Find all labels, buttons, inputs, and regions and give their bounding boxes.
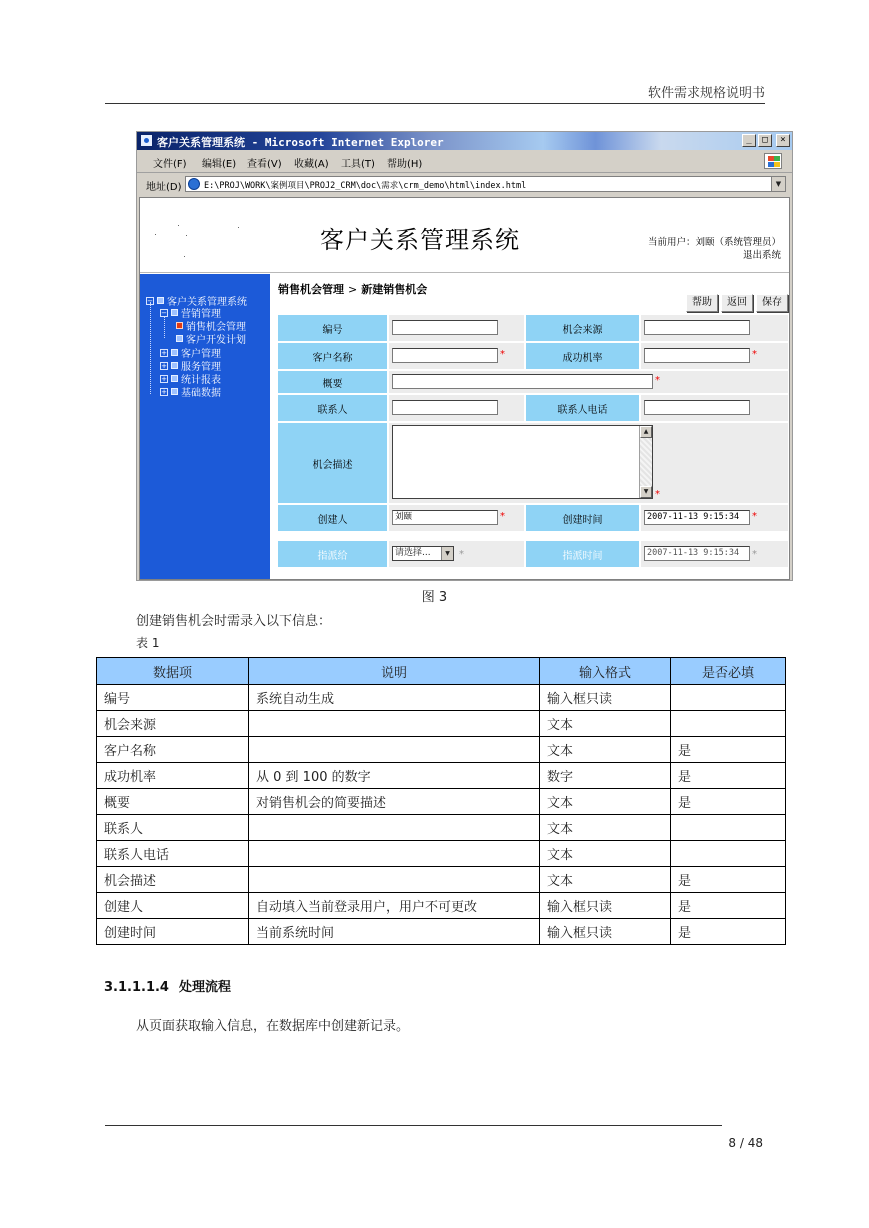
address-url: E:\PROJ\WORK\案例项目\PROJ2_CRM\doc\需求\crm_demo\html\index.html xyxy=(204,181,527,191)
expand-icon[interactable]: + xyxy=(161,361,167,370)
form-row xyxy=(278,343,788,369)
menu-bar xyxy=(137,151,792,173)
table-cell xyxy=(671,685,786,711)
assign-time-input[interactable]: 2007-11-13 9:15:34 xyxy=(644,546,750,561)
field-label: 创建时间 xyxy=(526,505,639,531)
back-button[interactable]: 返回 xyxy=(721,294,753,312)
tree-root-label: 客户关系管理系统 xyxy=(167,297,247,308)
speck-dot xyxy=(155,234,156,235)
field-cell xyxy=(641,505,788,531)
main-content xyxy=(273,274,790,580)
expand-icon[interactable]: + xyxy=(161,374,167,383)
expand-icon[interactable]: + xyxy=(161,348,167,357)
tree-item-dev-plan[interactable] xyxy=(176,331,246,346)
table-header-row xyxy=(97,658,786,685)
breadcrumb-section[interactable]: 销售机会管理 xyxy=(278,283,344,296)
form-row xyxy=(278,541,788,567)
collapse-icon[interactable]: − xyxy=(147,296,153,305)
scrollbar[interactable] xyxy=(639,426,652,498)
assignee-select[interactable] xyxy=(392,546,454,561)
field-cell xyxy=(389,505,524,531)
form-row xyxy=(278,505,788,531)
field-cell xyxy=(389,315,524,341)
table-row xyxy=(97,815,786,841)
assignee-select-value: 请选择... xyxy=(395,548,431,558)
collapse-icon[interactable]: − xyxy=(161,308,167,317)
site-header xyxy=(140,198,790,273)
form-row xyxy=(278,371,788,393)
field-cell xyxy=(389,541,524,567)
sidebar-tree xyxy=(140,274,270,580)
intro-text: 创建销售机会时需录入以下信息： xyxy=(136,614,332,629)
required-mark: * xyxy=(752,349,757,360)
table-cell: 编号 xyxy=(97,685,249,711)
help-button[interactable]: 帮助 xyxy=(686,294,718,312)
table-cell: 输入框只读 xyxy=(540,685,671,711)
page-icon xyxy=(176,322,183,329)
menu-file[interactable]: 文件(F) xyxy=(153,159,187,170)
creator-input[interactable]: 刘颐 xyxy=(392,510,498,525)
window-title: 客户关系管理系统 - Microsoft Internet Explorer xyxy=(157,136,444,149)
source-input[interactable] xyxy=(644,320,750,335)
speck-dot xyxy=(178,225,179,226)
required-mark: * xyxy=(500,511,505,522)
table-cell: 文本 xyxy=(540,711,671,737)
windows-logo-icon xyxy=(764,153,782,169)
breadcrumb-separator: > xyxy=(348,283,358,296)
field-label: 指派时间 xyxy=(526,541,639,567)
table-cell: 输入框只读 xyxy=(540,893,671,919)
section-heading xyxy=(104,976,231,995)
table-cell: 创建人 xyxy=(97,893,249,919)
tree-item-label: 基础数据 xyxy=(181,388,221,399)
form-row xyxy=(278,423,788,503)
table-cell: 文本 xyxy=(540,737,671,763)
column-header: 输入格式 xyxy=(540,658,671,685)
speck-dot xyxy=(238,227,239,228)
field-label: 联系人电话 xyxy=(526,395,639,421)
required-mark: * xyxy=(655,375,660,386)
folder-icon xyxy=(171,375,178,382)
tree-item-label: 客户开发计划 xyxy=(186,335,246,346)
required-mark: * xyxy=(752,511,757,522)
folder-icon xyxy=(157,297,164,304)
table-cell: 自动填入当前登录用户，用户不可更改 xyxy=(249,893,540,919)
table-row xyxy=(97,763,786,789)
table-row xyxy=(97,789,786,815)
table-cell: 当前系统时间 xyxy=(249,919,540,945)
current-user xyxy=(648,236,781,262)
requirements-table xyxy=(96,657,786,945)
doc-header-title: 软件需求规格说明书 xyxy=(647,86,765,101)
close-button[interactable]: × xyxy=(776,134,790,147)
table-cell: 是 xyxy=(671,867,786,893)
page-icon xyxy=(188,178,200,190)
section-title: 处理流程 xyxy=(178,980,231,995)
tree-item-label: 客户管理 xyxy=(181,349,221,360)
tree-item-basedata[interactable] xyxy=(160,384,221,399)
screenshot-figure xyxy=(136,131,793,581)
table-cell: 文本 xyxy=(540,867,671,893)
column-header: 数据项 xyxy=(97,658,249,685)
scroll-up-icon[interactable]: ▲ xyxy=(640,426,652,438)
contact-input[interactable] xyxy=(392,400,498,415)
tree-item-label: 服务管理 xyxy=(181,362,221,373)
table-cell: 文本 xyxy=(540,815,671,841)
column-header: 说明 xyxy=(249,658,540,685)
field-label: 机会描述 xyxy=(278,423,387,503)
browser-viewport xyxy=(139,197,790,580)
minimize-button[interactable]: _ xyxy=(742,134,756,147)
folder-icon xyxy=(171,362,178,369)
table-cell: 概要 xyxy=(97,789,249,815)
table-row xyxy=(97,867,786,893)
folder-icon xyxy=(171,349,178,356)
menu-tools[interactable]: 工具(T) xyxy=(341,159,375,170)
table-cell: 是 xyxy=(671,919,786,945)
required-mark: * xyxy=(655,489,660,500)
table-cell: 输入框只读 xyxy=(540,919,671,945)
field-cell xyxy=(641,541,788,567)
create-time-input[interactable]: 2007-11-13 9:15:34 xyxy=(644,510,750,525)
save-button[interactable]: 保存 xyxy=(756,294,788,312)
field-cell xyxy=(641,315,788,341)
field-cell xyxy=(389,423,788,503)
table-row xyxy=(97,893,786,919)
summary-input[interactable] xyxy=(392,374,653,389)
table-cell xyxy=(249,815,540,841)
required-mark: * xyxy=(752,549,757,560)
table-row xyxy=(97,919,786,945)
tree-item-label: 营销管理 xyxy=(181,309,221,320)
required-mark: * xyxy=(500,349,505,360)
table-cell: 系统自动生成 xyxy=(249,685,540,711)
form-row xyxy=(278,395,788,421)
folder-icon xyxy=(171,309,178,316)
description-textarea[interactable] xyxy=(392,425,653,499)
table-cell: 从 0 到 100 的数字 xyxy=(249,763,540,789)
table-cell xyxy=(671,711,786,737)
current-user-label: 当前用户：刘颐（系统管理员） xyxy=(647,237,781,248)
table-cell: 是 xyxy=(671,737,786,763)
field-label: 成功机率 xyxy=(526,343,639,369)
table-cell: 机会来源 xyxy=(97,711,249,737)
table-cell: 联系人 xyxy=(97,815,249,841)
table-cell: 机会描述 xyxy=(97,867,249,893)
form-row xyxy=(278,315,788,341)
table-row xyxy=(97,841,786,867)
field-label: 编号 xyxy=(278,315,387,341)
table-cell: 对销售机会的简要描述 xyxy=(249,789,540,815)
table-cell: 是 xyxy=(671,763,786,789)
breadcrumb xyxy=(278,281,427,297)
page-icon xyxy=(176,335,183,342)
footer-rule xyxy=(105,1125,722,1126)
speck-dot xyxy=(186,235,187,236)
section-number: 3.1.1.1.4 xyxy=(104,980,169,995)
window-controls xyxy=(742,134,790,147)
tree-item-label: 销售机会管理 xyxy=(186,322,246,333)
table-cell: 是 xyxy=(671,789,786,815)
address-label: 地址(D) xyxy=(146,182,182,193)
required-mark: * xyxy=(459,549,464,560)
field-label: 机会来源 xyxy=(526,315,639,341)
table-row xyxy=(97,737,786,763)
field-cell xyxy=(389,371,788,393)
address-input[interactable] xyxy=(185,176,786,192)
breadcrumb-page: 新建销售机会 xyxy=(361,283,428,296)
site-title: 客户关系管理系统 xyxy=(320,226,520,254)
success-rate-input[interactable] xyxy=(644,348,750,363)
tree-line xyxy=(150,302,151,394)
field-label: 概要 xyxy=(278,371,387,393)
table-row xyxy=(97,685,786,711)
column-header: 是否必填 xyxy=(671,658,786,685)
scroll-down-icon[interactable]: ▼ xyxy=(640,486,652,498)
table-cell xyxy=(249,711,540,737)
chevron-down-icon[interactable]: ▼ xyxy=(441,547,453,560)
table-cell xyxy=(249,841,540,867)
table-cell xyxy=(671,841,786,867)
table-row xyxy=(97,711,786,737)
expand-icon[interactable]: + xyxy=(161,387,167,396)
field-label: 客户名称 xyxy=(278,343,387,369)
menu-favorites[interactable]: 收藏(A) xyxy=(294,159,329,170)
menu-edit[interactable]: 编辑(E) xyxy=(202,159,237,170)
field-label: 创建人 xyxy=(278,505,387,531)
section-body: 从页面获取输入信息，在数据库中创建新记录。 xyxy=(136,1019,410,1034)
window-titlebar xyxy=(137,132,792,150)
field-cell xyxy=(641,395,788,421)
doc-header xyxy=(105,80,765,104)
field-cell xyxy=(389,395,524,421)
menu-help[interactable]: 帮助(H) xyxy=(387,159,423,170)
table-label: 表 1 xyxy=(136,636,160,650)
speck-dot xyxy=(184,256,185,257)
number-input[interactable] xyxy=(392,320,498,335)
table-cell xyxy=(249,867,540,893)
table-cell: 数字 xyxy=(540,763,671,789)
table-cell: 客户名称 xyxy=(97,737,249,763)
field-label: 指派给 xyxy=(278,541,387,567)
field-cell xyxy=(389,343,524,369)
logout-link[interactable]: 退出系统 xyxy=(742,250,781,261)
menu-view[interactable]: 查看(V) xyxy=(247,159,282,170)
table-cell: 文本 xyxy=(540,841,671,867)
customer-name-input[interactable] xyxy=(392,348,498,363)
table-cell: 创建时间 xyxy=(97,919,249,945)
maximize-button[interactable]: □ xyxy=(758,134,772,147)
field-cell xyxy=(641,343,788,369)
table-cell: 成功机率 xyxy=(97,763,249,789)
table-cell xyxy=(671,815,786,841)
table-cell: 文本 xyxy=(540,789,671,815)
address-bar xyxy=(137,174,792,194)
table-cell xyxy=(249,737,540,763)
action-buttons xyxy=(686,294,788,312)
figure-caption: 图 3 xyxy=(421,590,448,605)
contact-phone-input[interactable] xyxy=(644,400,750,415)
folder-icon xyxy=(171,388,178,395)
ie-icon xyxy=(140,134,153,147)
table-cell: 联系人电话 xyxy=(97,841,249,867)
field-label: 联系人 xyxy=(278,395,387,421)
table-cell: 是 xyxy=(671,893,786,919)
page-number: 8 / 48 xyxy=(728,1136,763,1150)
tree-item-label: 统计报表 xyxy=(181,375,221,386)
chevron-down-icon[interactable]: ▼ xyxy=(771,177,785,191)
